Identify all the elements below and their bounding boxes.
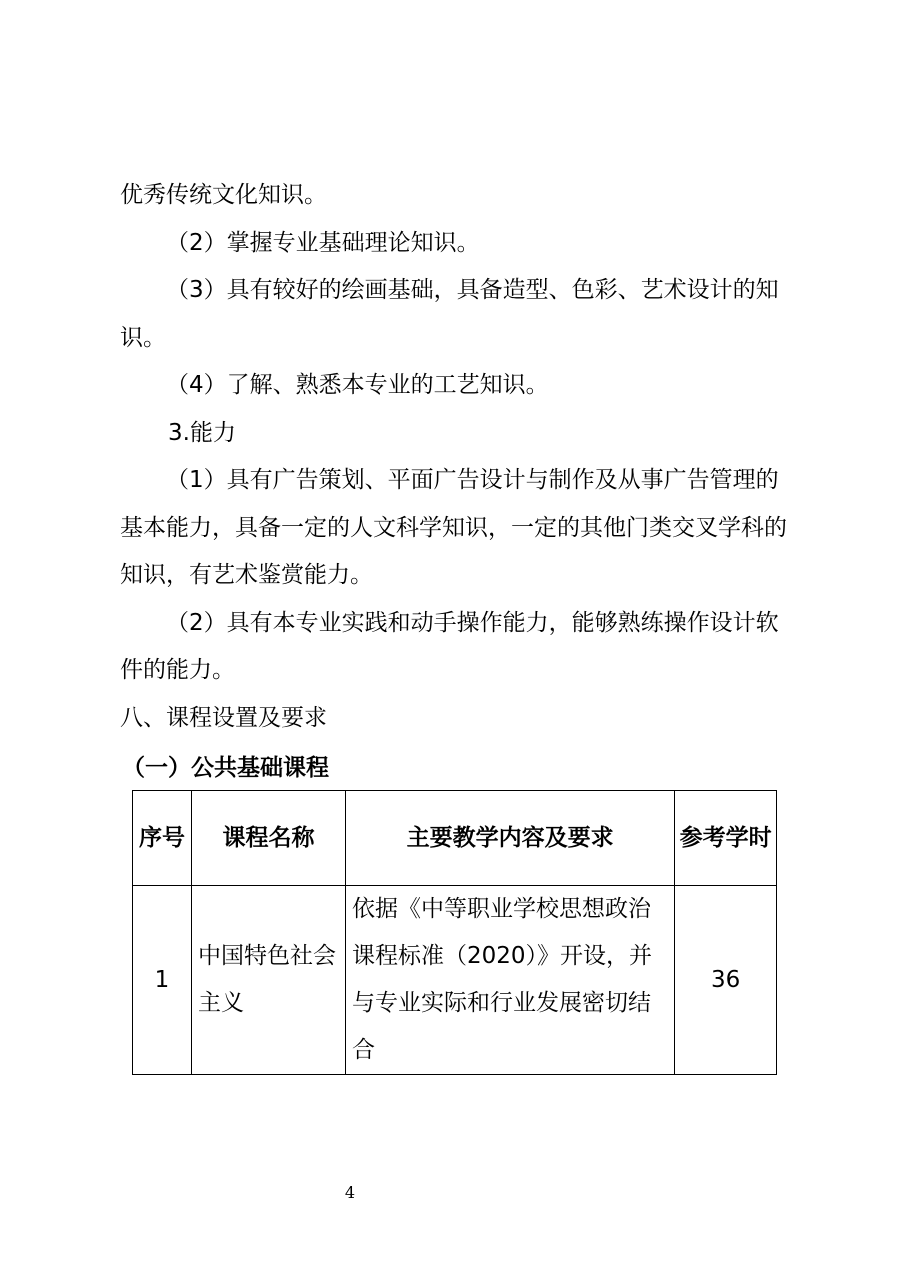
- cell-name: 中国特色社会主义: [191, 886, 345, 1075]
- header-hours: 参考学时: [675, 791, 777, 886]
- paragraph-culture-knowledge: 优秀传统文化知识。: [120, 182, 327, 208]
- paragraph-item-3: （3）具有较好的绘画基础，具备造型、色彩、艺术设计的知识。: [120, 277, 779, 351]
- page-number: 4: [344, 1183, 356, 1202]
- header-name: 课程名称: [191, 791, 345, 886]
- heading-ability: 3.能力: [168, 419, 236, 446]
- paragraph-item-4: （4）了解、熟悉本专业的工艺知识。: [166, 372, 549, 398]
- paragraph-ability-2: （2）具有本专业实践和动手操作能力，能够熟练操作设计软件的能力。: [120, 609, 779, 683]
- header-no: 序号: [133, 791, 192, 886]
- paragraph-ability-1: （1）具有广告策划、平面广告设计与制作及从事广告管理的基本能力，具备一定的人文科学知识，一定的其他门类交叉学科的知识，有艺术鉴赏能力。: [120, 467, 787, 588]
- table-header-row: [133, 791, 777, 886]
- course-table: [132, 790, 777, 1075]
- subsection-heading: （一）公共基础课程: [122, 755, 329, 781]
- table-row: [133, 886, 777, 1075]
- cell-content: 依据《中等职业学校思想政治课程标准（2020）》开设，并与专业实际和行业发展密切结合: [345, 886, 674, 1075]
- paragraph-item-2: （2）掌握专业基础理论知识。: [166, 229, 480, 256]
- cell-hours: 36: [675, 886, 777, 1075]
- section-heading: 八、课程设置及要求: [120, 704, 327, 731]
- header-content: 主要教学内容及要求: [345, 791, 674, 886]
- body-text: [120, 172, 792, 742]
- cell-no: 1: [133, 886, 192, 1075]
